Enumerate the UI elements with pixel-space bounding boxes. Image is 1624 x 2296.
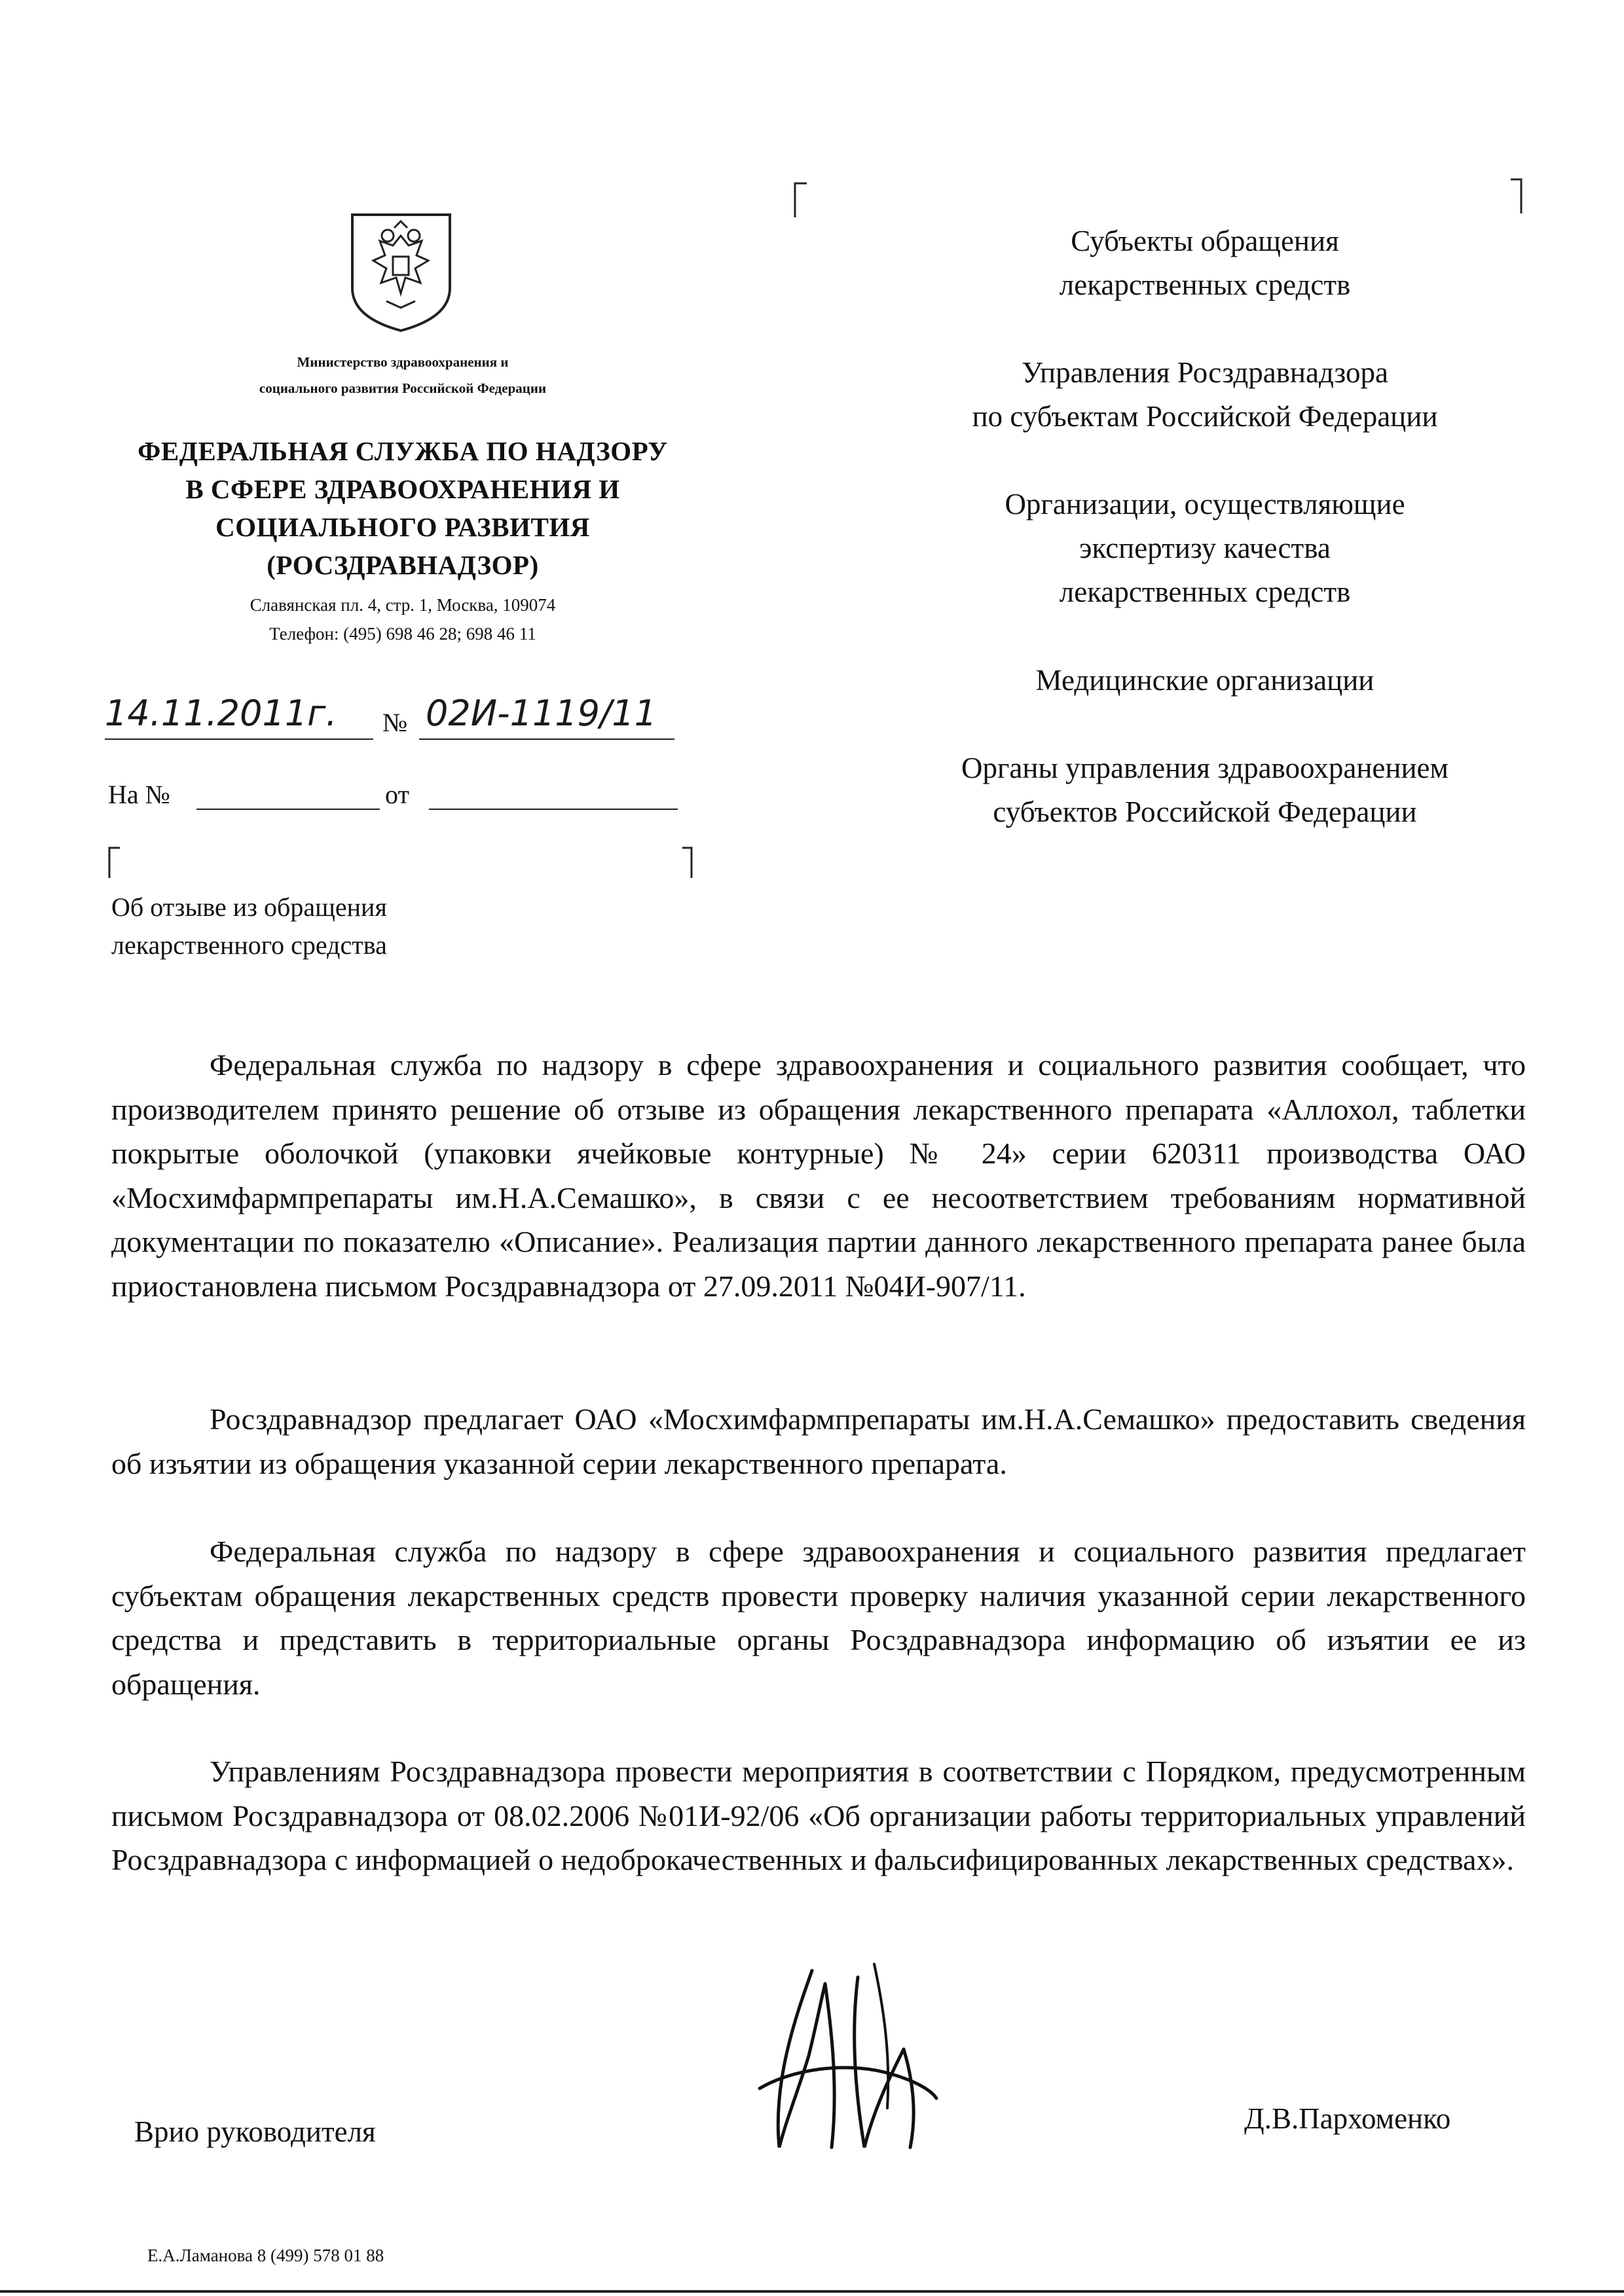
ministry-name-line-1: Министерство здравоохранения и [297,354,509,370]
scan-bottom-edge [0,2290,1624,2293]
agency-name-line-1: ФЕДЕРАЛЬНАЯ СЛУЖБА ПО НАДЗОРУ [138,436,668,466]
addressee-3-line-1: Организации, осуществляющие [1005,488,1405,520]
outgoing-date: 14.11.2011г. [105,693,337,734]
coat-of-arms-icon [347,210,455,334]
agency-name-line-4: (РОСЗДРАВНАДЗОР) [267,550,539,580]
reply-from-label: от [385,780,409,809]
body-paragraph-2: Росздравнадзор предлагает ОАО «Мосхимфармпрепараты им.Н.А.Семашко» предоставить сведения об изъятии из обращения указанной серии лекарственного препарата. [111,1402,1526,1480]
reply-date-blank [429,809,678,810]
reply-number-blank [196,809,380,810]
addressee-1-line-2: лекарственных средств [1059,268,1351,301]
subject-bracket-right [681,847,694,879]
addressee-5-line-2: субъектов Российской Федерации [993,795,1417,828]
addressee-bracket-left [794,182,808,219]
body-paragraph-4: Управлениям Росздравнадзора провести мероприятия в соответствии с Порядком, предусмотренным письмом Росздравнадзора от 08.02.2006 №01И-92/06 «Об организации работы территориальных управлений Росздравнадзора с информацией о недоброкачественных и фальсифицированных лекарственных средствах». [111,1755,1526,1876]
date-underline [105,738,373,740]
agency-address: Славянская пл. 4, стр. 1, Москва, 109074 [249,595,556,615]
addressee-5-line-1: Органы управления здравоохранением [961,752,1449,784]
number-label: № [382,708,408,737]
ministry-name-line-2: социального развития Российской Федерации [259,380,547,396]
addressee-3-line-2: экспертизу качества [1079,532,1331,564]
addressee-3-line-3: лекарственных средств [1059,575,1351,608]
subject-bracket-left [108,847,121,879]
body-paragraph-3: Федеральная служба по надзору в сфере здравоохранения и социального развития предлагает субъектам обращения лекарственных средств провести проверку наличия указанной серии лекарственного средства и представить в территориальные органы Росздравнадзора информацию об изъятии ее из обращения. [111,1535,1526,1701]
signatory-position: Врио руководителя [134,2115,376,2148]
addressee-4-line-1: Медицинские организации [1035,664,1375,697]
addressee-1-line-1: Субъекты обращения [1071,225,1339,257]
addressee-bracket-right [1509,178,1524,215]
agency-name-line-3: СОЦИАЛЬНОГО РАЗВИТИЯ [215,512,590,542]
reply-number-label: На № [108,780,170,809]
number-underline [419,738,674,740]
agency-name-line-2: В СФЕРЕ ЗДРАВООХРАНЕНИЯ И [185,474,620,504]
executor-contact: Е.А.Ламанова 8 (499) 578 01 88 [147,2246,384,2265]
subject-line-1: Об отзыве из обращения [111,892,387,922]
addressee-2-line-2: по субъектам Российской Федерации [972,400,1438,433]
subject-line-2: лекарственного средства [111,930,387,960]
handwritten-signature-icon [733,1958,950,2160]
outgoing-number: 02И-1119/11 [426,693,657,734]
agency-phone: Телефон: (495) 698 46 28; 698 46 11 [269,624,536,644]
addressee-2-line-1: Управления Росздравнадзора [1022,356,1388,389]
body-paragraph-1: Федеральная служба по надзору в сфере здравоохранения и социального развития сообщает, что производителем принято решение об отзыве из обращения лекарственного препарата «Аллохол, таблетки покрытые оболочкой (упаковки ячейковые контурные) № 24» серии 620311 производства ОАО «Мосхимфармпрепараты им.Н.А.Семашко», в связи с ее несоответствием требованиям нормативной документации по показателю «Описание». Реализация партии данного лекарственного препарата ранее была приостановлена письмом Росздравнадзора от 27.09.2011 №04И-907/11. [111,1048,1526,1303]
signatory-name: Д.В.Пархоменко [1244,2102,1451,2135]
